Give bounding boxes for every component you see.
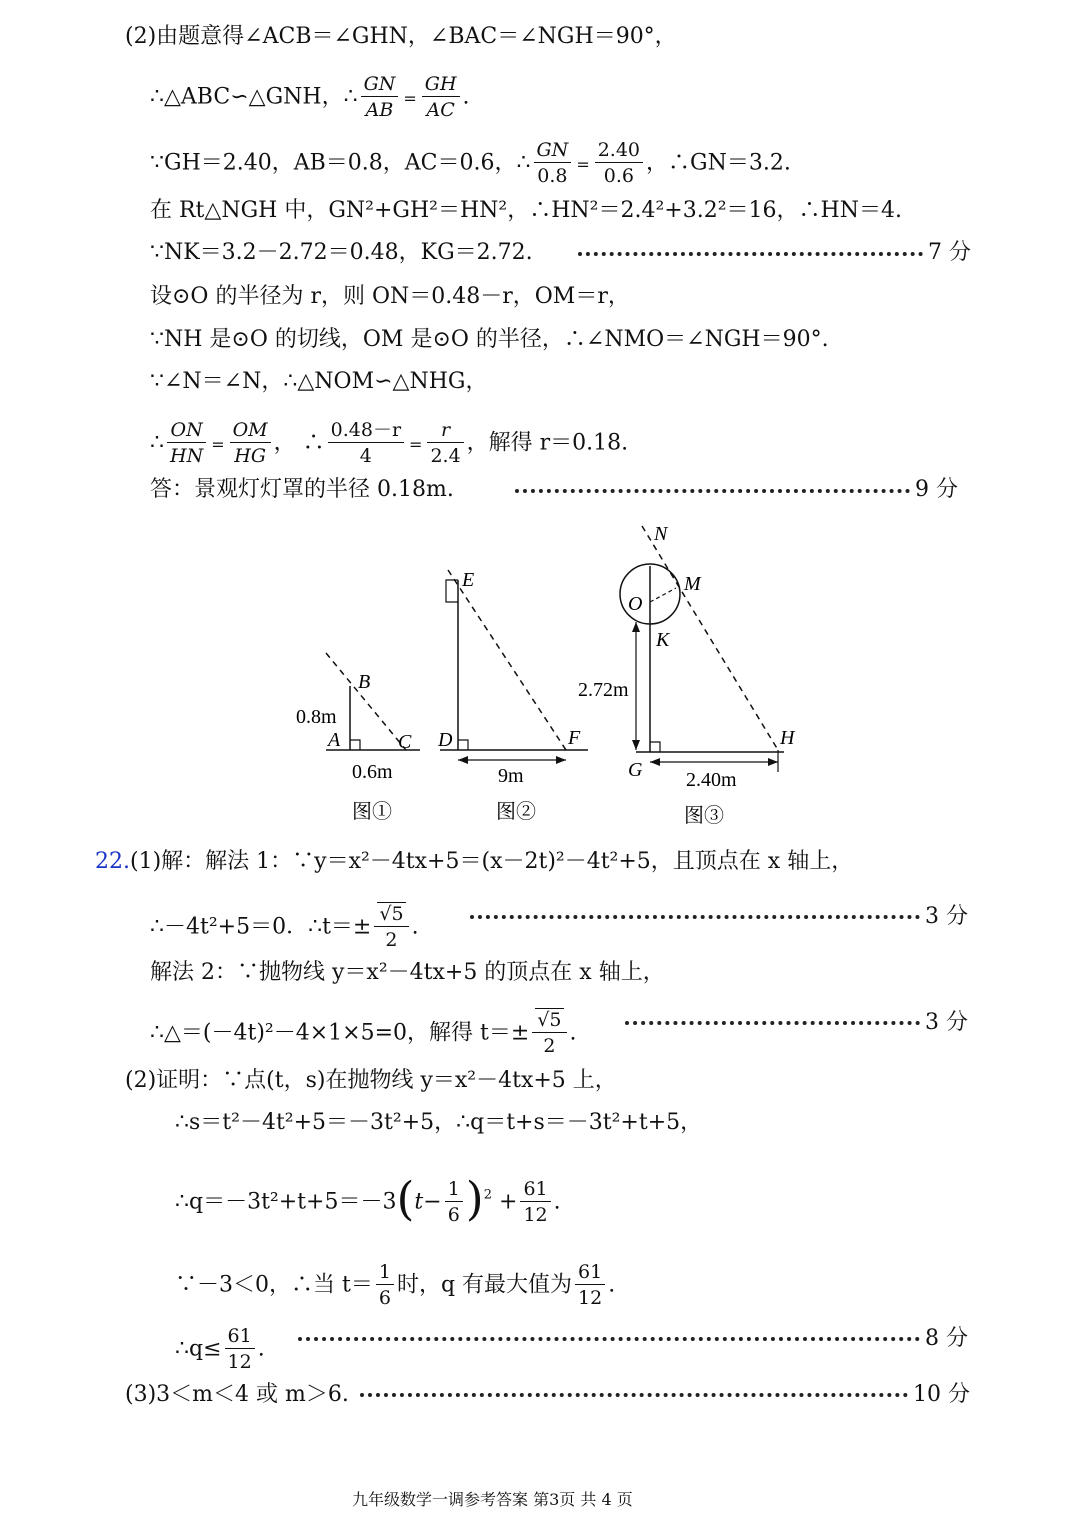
caption-1: 图① <box>352 801 392 823</box>
score-3b: 3 分 <box>925 1010 968 1035</box>
score-leader <box>625 1021 920 1025</box>
score-leader <box>470 915 920 919</box>
label-0.8m: 0.8m <box>296 706 337 728</box>
label-O: O <box>628 593 643 615</box>
score-leader <box>578 252 923 256</box>
figure-3 <box>578 523 796 827</box>
score-10: 10 分 <box>913 1382 970 1407</box>
label-M: M <box>684 573 701 595</box>
fraction: $\frac{61}{12}$ <box>575 1260 605 1311</box>
fraction: $\frac{1}{6}$ <box>445 1177 463 1228</box>
question-number: 22. <box>95 849 130 874</box>
label-F: F <box>568 727 581 749</box>
q22-line-5: (2)证明：∵点(t，s)在抛物线 y＝x²－4tx+5 上， <box>125 1068 617 1093</box>
fraction: $\frac{61}{12}$ <box>225 1324 255 1375</box>
q22-line-2: ∴－4t²+5＝0．∴t＝± $\frac{√5}{2}$ . <box>150 903 419 951</box>
label-H: H <box>780 727 795 749</box>
label-N: N <box>654 523 668 545</box>
score-leader <box>515 489 910 493</box>
figures <box>290 518 810 838</box>
line-p2-8: ∵∠N＝∠N，∴△NOM∽△NHG， <box>150 369 488 394</box>
line-p2-10: 答：景观灯灯罩的半径 0.18m. <box>150 477 454 502</box>
line-p2-5: ∵NK＝3.2－2.72＝0.48，KG＝2.72. <box>150 240 533 265</box>
fraction: $\frac{√5}{2}$ <box>374 902 408 953</box>
line-p2-2: ∴△ABC∽△GNH，∴ $\frac{GN}{AB}$ = $\frac{GH}{AC}$ . <box>150 73 470 121</box>
q22-line-7: ∴q＝－3t²+t+5＝－3(t− $\frac{1}{6}$ )$^2$ + $\frac{61}{12}$ . <box>175 1171 561 1226</box>
label-0.6m: 0.6m <box>352 761 393 783</box>
figure-2 <box>437 569 588 823</box>
line-p2-3: ∵GH＝2.40，AB＝0.8，AC＝0.6，∴ $\frac{GN}{0.8}$ = $\frac{2.40}{0.6}$ ，∴GN＝3.2. <box>150 139 791 187</box>
label-D: D <box>438 729 453 751</box>
fraction: $\frac{2.40}{0.6}$ <box>595 138 643 189</box>
line-p2-1: (2)由题意得∠ACB＝∠GHN，∠BAC＝∠NGH＝90°， <box>125 24 677 49</box>
q22-line-9: ∴q≤ $\frac{61}{12}$ . <box>175 1325 265 1373</box>
fraction: $\frac{ON}{HN}$ <box>167 418 206 469</box>
score-8: 8 分 <box>925 1326 968 1351</box>
page-footer: 九年级数学一调参考答案 第3页 共 4 页 <box>352 1490 633 1509</box>
line-p2-4: 在 Rt△NGH 中，GN²+GH²＝HN²，∴HN²＝2.4²+3.2²＝16，∴HN＝4. <box>150 198 902 223</box>
figure-1 <box>296 653 420 823</box>
label-C: C <box>398 731 412 753</box>
score-leader <box>298 1337 920 1341</box>
label-B: B <box>358 671 371 693</box>
fraction: $\frac{61}{12}$ <box>520 1177 550 1228</box>
line-p2-7: ∵NH 是⊙O 的切线，OM 是⊙O 的半径，∴∠NMO＝∠NGH＝90°. <box>150 327 829 352</box>
label-A: A <box>328 729 341 751</box>
q22-line-6: ∴s＝t²－4t²+5＝－3t²+5，∴q＝t+s＝－3t²+t+5， <box>175 1110 703 1135</box>
label-2.40m: 2.40m <box>686 769 737 791</box>
q22-line-8: ∵－3＜0，∴当 t＝ $\frac{1}{6}$ 时，q 有最大值为 $\frac{61}{12}$ . <box>175 1261 616 1309</box>
label-2.72m: 2.72m <box>578 679 629 701</box>
fraction: $\frac{1}{6}$ <box>376 1260 394 1311</box>
line-p2-9: ∴ $\frac{ON}{HN}$ = $\frac{OM}{HG}$ ， ∴ $\frac{0.48-r}{4}$ = $\frac{r}{2.4}$ ，解得 r＝0.18. <box>150 419 629 467</box>
score-9: 9 分 <box>915 477 958 502</box>
caption-2: 图② <box>496 801 536 823</box>
q22-line-3: 解法 2：∵抛物线 y＝x²－4tx+5 的顶点在 x 轴上， <box>150 960 665 985</box>
fraction: $\frac{√5}{2}$ <box>532 1008 566 1059</box>
label-K: K <box>656 629 670 651</box>
label-9m: 9m <box>498 765 524 787</box>
fraction: $\frac{GN}{AB}$ <box>361 72 399 123</box>
label-E: E <box>462 569 475 591</box>
label-G: G <box>628 759 643 781</box>
fraction: $\frac{OM}{HG}$ <box>230 418 271 469</box>
fraction: $\frac{GN}{0.8}$ <box>534 138 572 189</box>
fraction: $\frac{GH}{AC}$ <box>422 72 460 123</box>
score-leader <box>360 1393 908 1397</box>
score-3a: 3 分 <box>925 904 968 929</box>
score-7: 7 分 <box>928 240 971 265</box>
q22-line-4: ∴△＝(－4t)²－4×1×5=0，解得 t＝± $\frac{√5}{2}$ . <box>150 1009 577 1057</box>
fraction: $\frac{r}{2.4}$ <box>427 418 463 469</box>
caption-3: 图③ <box>684 805 724 827</box>
q22-line-10: (3)3＜m＜4 或 m＞6. <box>125 1382 349 1407</box>
q22-line-1: 22.(1)解：解法 1：∵y＝x²－4tx+5＝(x－2t)²－4t²+5，且顶点在 x 轴上， <box>95 849 854 874</box>
line-p2-6: 设⊙O 的半径为 r，则 ON＝0.48－r，OM＝r， <box>150 284 630 309</box>
fraction: $\frac{0.48-r}{4}$ <box>328 418 404 469</box>
